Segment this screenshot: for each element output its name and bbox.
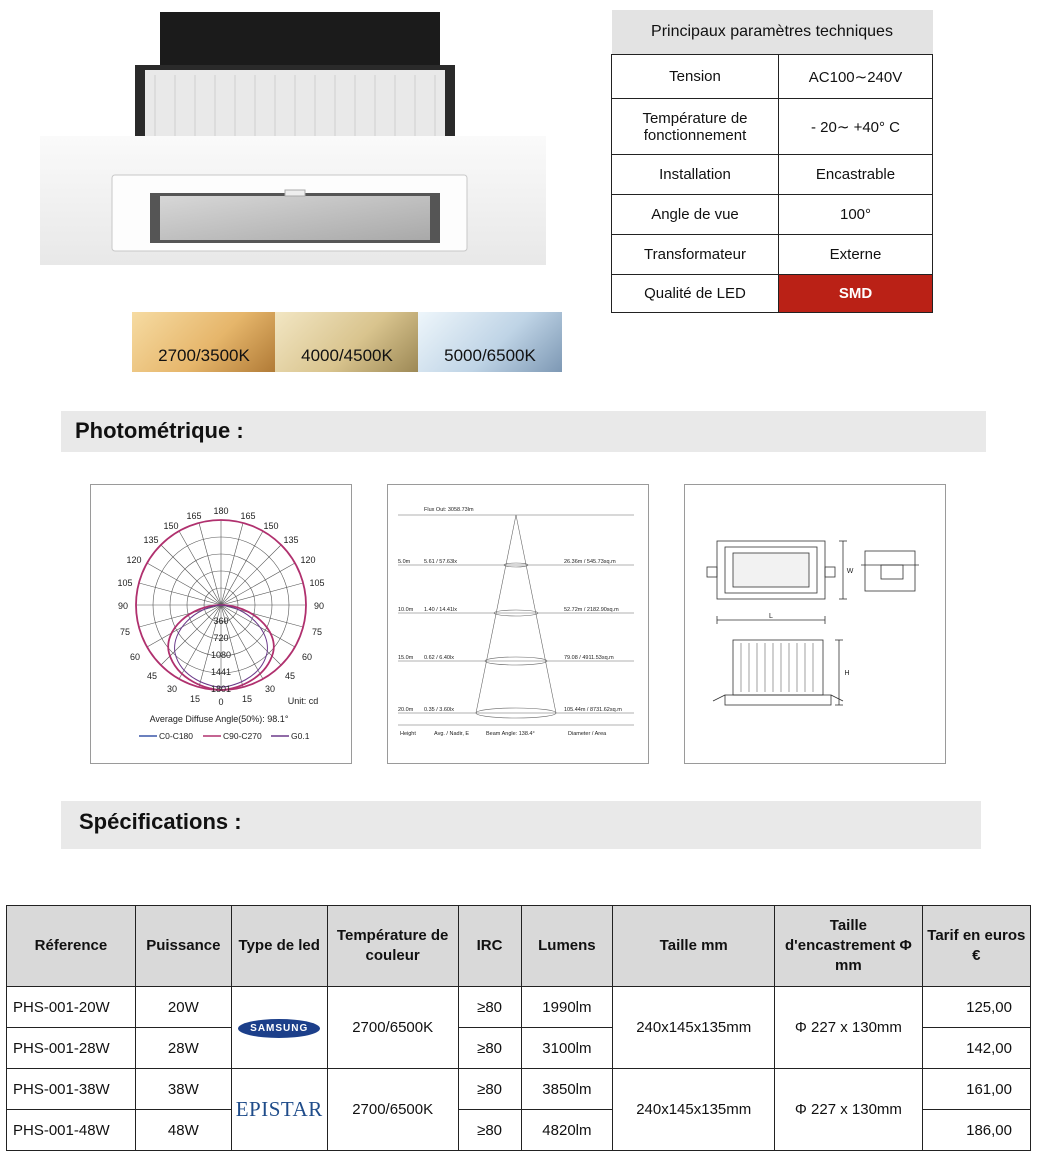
table-row: [7, 987, 1031, 1028]
illuminance-value: 0.62 / 6.40lx: [424, 655, 454, 661]
tech-params-table: [611, 10, 933, 313]
radial-label: 1080: [210, 650, 232, 660]
param-label: Qualité de LED: [612, 275, 779, 313]
epistar-logo: EPISTAR: [235, 1097, 323, 1121]
ref-cell: PHS-001-38W: [7, 1069, 136, 1110]
param-value: Externe: [779, 235, 933, 275]
footer-label: Avg. / Nadir, E: [434, 731, 470, 737]
angle-label: 60: [129, 652, 141, 662]
led-quality-badge: SMD: [779, 275, 933, 313]
radial-label: 1441: [210, 667, 232, 677]
irc-cell: ≥80: [458, 1069, 521, 1110]
product-image: [40, 10, 546, 265]
polar-caption: Average Diffuse Angle(50%): 98.1°: [149, 714, 289, 724]
section-title: Photométrique :: [75, 418, 244, 443]
polar-diagram-panel: [90, 484, 352, 764]
height-label: 10.0m: [398, 607, 414, 613]
power-cell: 38W: [135, 1069, 231, 1110]
radial-label: 360: [213, 616, 229, 626]
diameter-value: 52.72m / 2182.90sq.m: [564, 607, 619, 613]
angle-label: 135: [283, 535, 299, 545]
legend-entry: C0-C180: [159, 731, 194, 741]
section-header-specs: [61, 801, 981, 849]
angle-label: 0: [218, 697, 224, 707]
dimension-drawing: [685, 485, 945, 763]
param-value: - 20∼ +40° C: [779, 99, 933, 155]
price-cell: 142,00: [922, 1028, 1030, 1069]
tech-table-title: Principaux paramètres techniques: [612, 10, 933, 55]
cutout-cell: Φ 227 x 130mm: [775, 987, 922, 1069]
illuminance-cone-panel: [387, 484, 649, 764]
angle-label: 120: [126, 555, 142, 565]
col-header: Type de led: [231, 906, 327, 987]
price-cell: 125,00: [922, 987, 1030, 1028]
dimension-drawing-panel: [684, 484, 946, 764]
param-label: Angle de vue: [612, 195, 779, 235]
footer-label: Height: [400, 731, 416, 737]
size-cell: 240x145x135mm: [613, 987, 775, 1069]
led-brand-cell: [231, 1069, 327, 1151]
angle-label: 45: [284, 671, 296, 681]
cutout-cell: Φ 227 x 130mm: [775, 1069, 922, 1151]
param-label: Température de fonctionnement: [612, 99, 779, 155]
col-header: Température de couleur: [327, 906, 458, 987]
color-temp-label: 5000/6500K: [444, 346, 536, 365]
color-temp-label: 4000/4500K: [301, 346, 393, 365]
angle-label: 165: [186, 511, 202, 521]
col-header: Réference: [7, 906, 136, 987]
radial-label: 1801: [210, 684, 232, 694]
angle-label: 15: [189, 694, 201, 704]
flux-label: Flux Out: 3058.73lm: [424, 507, 474, 513]
irc-cell: ≥80: [458, 987, 521, 1028]
angle-label: 120: [300, 555, 316, 565]
color-temp-cool: [418, 312, 562, 372]
size-cell: 240x145x135mm: [613, 1069, 775, 1151]
polar-diagram: [91, 485, 351, 763]
footer-label: Diameter / Area: [568, 731, 607, 737]
illuminance-value: 0.35 / 3.60lx: [424, 707, 454, 713]
angle-label: 150: [163, 521, 179, 531]
angle-label: 30: [264, 684, 276, 694]
price-cell: 186,00: [922, 1110, 1030, 1151]
color-temp-cell: 2700/6500K: [327, 987, 458, 1069]
angle-label: 165: [240, 511, 256, 521]
col-header: Lumens: [521, 906, 613, 987]
dim-width-label: W: [846, 568, 854, 575]
spec-table: [6, 905, 1031, 1151]
table-row: [7, 1069, 1031, 1110]
param-label: Installation: [612, 155, 779, 195]
lumens-cell: 3850lm: [521, 1069, 613, 1110]
dim-height-label: H: [844, 670, 850, 677]
lumens-cell: 1990lm: [521, 987, 613, 1028]
samsung-logo: SAMSUNG: [238, 1019, 320, 1038]
lumens-cell: 3100lm: [521, 1028, 613, 1069]
power-cell: 28W: [135, 1028, 231, 1069]
angle-label: 60: [301, 652, 313, 662]
height-label: 20.0m: [398, 707, 414, 713]
param-label: Tension: [612, 55, 779, 99]
color-temp-neutral: [275, 312, 419, 372]
angle-label: 45: [146, 671, 158, 681]
ref-cell: PHS-001-20W: [7, 987, 136, 1028]
col-header: Taille mm: [613, 906, 775, 987]
radial-label: 720: [213, 633, 229, 643]
col-header: Taille d'encastrement Φ mm: [775, 906, 922, 987]
led-brand-cell: [231, 987, 327, 1069]
param-value: 100°: [779, 195, 933, 235]
color-temp-cell: 2700/6500K: [327, 1069, 458, 1151]
col-header: Puissance: [135, 906, 231, 987]
lumens-cell: 4820lm: [521, 1110, 613, 1151]
col-header: Tarif en euros €: [922, 906, 1030, 987]
angle-label: 90: [117, 601, 129, 611]
illuminance-value: 1.40 / 14.41lx: [424, 607, 458, 613]
dim-length-label: L: [769, 613, 773, 620]
section-title: Spécifications :: [79, 809, 242, 834]
angle-label: 105: [309, 578, 325, 588]
angle-label: 105: [117, 578, 133, 588]
angle-label: 75: [311, 627, 323, 637]
height-label: 15.0m: [398, 655, 414, 661]
ref-cell: PHS-001-48W: [7, 1110, 136, 1151]
unit-label: Unit: cd: [287, 696, 319, 706]
angle-label: 15: [241, 694, 253, 704]
angle-label: 90: [313, 601, 325, 611]
diameter-value: 26.36m / 545.73sq.m: [564, 559, 616, 565]
power-cell: 20W: [135, 987, 231, 1028]
section-header-photometric: [61, 411, 986, 452]
illuminance-value: 5.61 / 57.63lx: [424, 559, 458, 565]
param-label: Transformateur: [612, 235, 779, 275]
irc-cell: ≥80: [458, 1028, 521, 1069]
param-value: Encastrable: [779, 155, 933, 195]
footer-label: Beam Angle: 138.4°: [486, 731, 535, 737]
power-cell: 48W: [135, 1110, 231, 1151]
diameter-value: 79.08 / 4911.53sq.m: [564, 655, 614, 661]
col-header: IRC: [458, 906, 521, 987]
angle-label: 75: [119, 627, 131, 637]
diameter-value: 105.44m / 8731.62sq.m: [564, 707, 622, 713]
spec-header-row: [7, 906, 1031, 987]
color-temp-warm: [132, 312, 276, 372]
param-value: AC100∼240V: [779, 55, 933, 99]
ref-cell: PHS-001-28W: [7, 1028, 136, 1069]
angle-label: 150: [263, 521, 279, 531]
angle-label: 180: [213, 506, 229, 516]
height-label: 5.0m: [398, 559, 411, 565]
angle-label: 135: [143, 535, 159, 545]
illuminance-cone: [388, 485, 648, 763]
legend-entry: C90-C270: [223, 731, 262, 741]
angle-label: 30: [166, 684, 178, 694]
legend-entry: G0.1: [291, 731, 310, 741]
price-cell: 161,00: [922, 1069, 1030, 1110]
irc-cell: ≥80: [458, 1110, 521, 1151]
color-temp-label: 2700/3500K: [158, 346, 250, 365]
